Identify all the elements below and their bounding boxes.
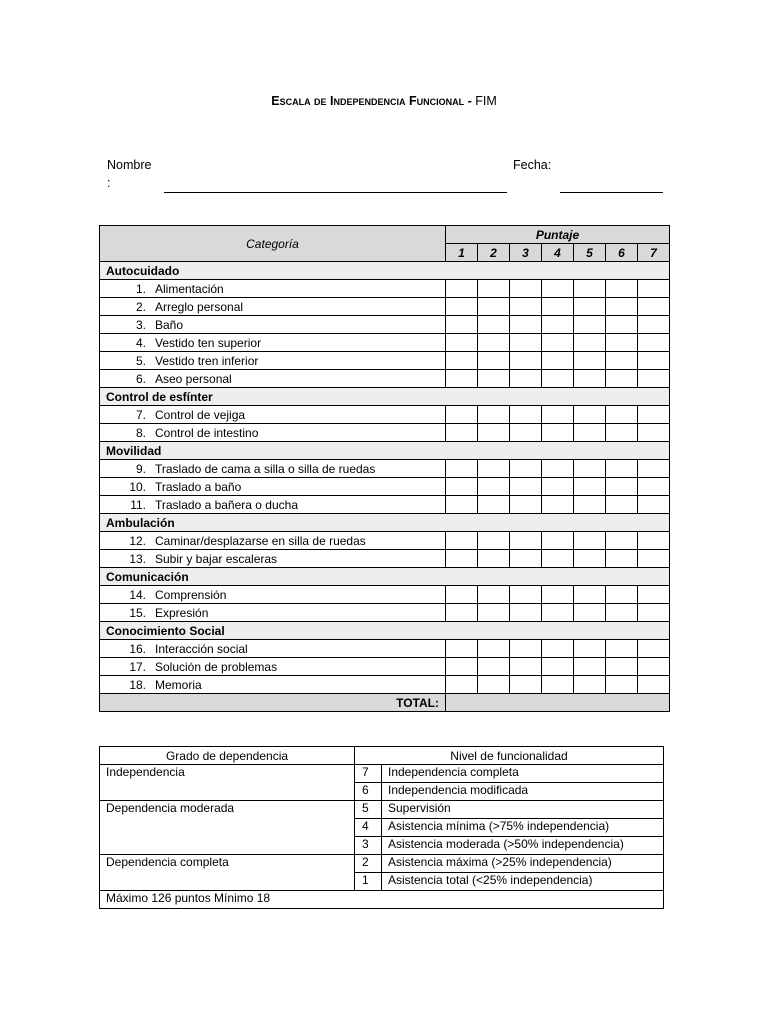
item-number: 15. — [129, 605, 146, 620]
item-label-cell — [100, 406, 446, 424]
name-colon: : — [107, 176, 111, 190]
item-number: 11. — [130, 497, 146, 512]
score-cell[interactable] — [478, 640, 510, 658]
score-cell[interactable] — [446, 280, 478, 298]
score-cell[interactable] — [510, 658, 542, 676]
item-label: Interacción social — [155, 641, 248, 656]
score-cell[interactable] — [574, 352, 606, 370]
level-label: Independencia modificada — [382, 783, 664, 801]
score-cell[interactable] — [510, 496, 542, 514]
score-cell[interactable] — [638, 496, 670, 514]
score-column-3: 3 — [510, 244, 542, 262]
score-cell[interactable] — [638, 658, 670, 676]
score-cell[interactable] — [478, 298, 510, 316]
score-cell[interactable] — [638, 298, 670, 316]
score-cell[interactable] — [478, 658, 510, 676]
level-number: 6 — [355, 783, 382, 801]
item-number: 4. — [135, 335, 146, 350]
item-row — [100, 298, 670, 316]
score-cell[interactable] — [478, 604, 510, 622]
score-cell[interactable] — [478, 406, 510, 424]
score-cell[interactable] — [510, 550, 542, 568]
score-cell[interactable] — [574, 478, 606, 496]
level-label: Asistencia máxima (>25% independencia) — [382, 855, 664, 873]
score-cell[interactable] — [446, 424, 478, 442]
level-row — [100, 855, 664, 873]
score-cell[interactable] — [478, 550, 510, 568]
score-cell[interactable] — [542, 604, 574, 622]
score-cell[interactable] — [478, 316, 510, 334]
score-cell[interactable] — [542, 280, 574, 298]
score-cell[interactable] — [446, 658, 478, 676]
score-cell[interactable] — [446, 532, 478, 550]
score-cell[interactable] — [446, 586, 478, 604]
score-cell[interactable] — [638, 676, 670, 694]
score-cell[interactable] — [542, 406, 574, 424]
item-row — [100, 316, 670, 334]
item-row — [100, 370, 670, 388]
score-cell[interactable] — [542, 640, 574, 658]
score-cell[interactable] — [638, 550, 670, 568]
item-label: Expresión — [155, 605, 209, 620]
score-range-note: Máximo 126 puntos Mínimo 18 — [100, 891, 664, 909]
level-number: 3 — [355, 837, 382, 855]
item-number: 18. — [129, 677, 146, 692]
item-row — [100, 460, 670, 478]
item-row — [100, 280, 670, 298]
score-cell[interactable] — [478, 496, 510, 514]
level-number: 7 — [355, 765, 382, 783]
score-cell[interactable] — [542, 460, 574, 478]
title-acronym: FIM — [475, 94, 497, 108]
item-label: Comprensión — [155, 587, 227, 602]
section-row — [100, 622, 670, 640]
score-cell[interactable] — [510, 334, 542, 352]
score-cell[interactable] — [542, 424, 574, 442]
item-label: Vestido ten superior — [155, 335, 262, 350]
level-number: 5 — [355, 801, 382, 819]
item-label: Alimentación — [155, 281, 224, 296]
score-table — [99, 225, 670, 712]
score-cell[interactable] — [478, 280, 510, 298]
level-label: Independencia completa — [382, 765, 664, 783]
score-cell[interactable] — [606, 658, 638, 676]
score-cell[interactable] — [510, 478, 542, 496]
grade-name: Dependencia moderada — [100, 801, 355, 855]
score-cell[interactable] — [478, 424, 510, 442]
level-row — [100, 801, 664, 819]
item-label: Traslado a bañera o ducha — [155, 497, 298, 512]
grade-name: Independencia — [100, 765, 355, 801]
item-number: 10. — [129, 479, 146, 494]
score-cell[interactable] — [510, 640, 542, 658]
score-cell[interactable] — [638, 424, 670, 442]
score-cell[interactable] — [606, 334, 638, 352]
score-cell[interactable] — [542, 532, 574, 550]
item-number: 17. — [129, 659, 146, 674]
item-label: Traslado de cama a silla o silla de ruedas — [155, 461, 376, 476]
total-value-cell[interactable] — [446, 694, 670, 712]
score-cell[interactable] — [574, 550, 606, 568]
score-column-5: 5 — [574, 244, 606, 262]
item-label: Control de intestino — [155, 425, 259, 440]
score-cell[interactable] — [638, 478, 670, 496]
level-number: 2 — [355, 855, 382, 873]
score-cell[interactable] — [638, 280, 670, 298]
score-cell[interactable] — [606, 280, 638, 298]
score-cell[interactable] — [478, 352, 510, 370]
score-cell[interactable] — [510, 604, 542, 622]
section-title: Control de esfínter — [100, 388, 670, 406]
item-label-cell — [100, 658, 446, 676]
level-number: 4 — [355, 819, 382, 837]
score-cell[interactable] — [542, 370, 574, 388]
title-main: Escala de Independencia Funcional - — [271, 94, 476, 108]
section-row — [100, 262, 670, 280]
score-cell[interactable] — [446, 676, 478, 694]
item-row — [100, 658, 670, 676]
item-row — [100, 532, 670, 550]
score-cell[interactable] — [606, 370, 638, 388]
score-cell[interactable] — [446, 460, 478, 478]
grade-header: Grado de dependencia — [100, 747, 355, 765]
score-cell[interactable] — [574, 280, 606, 298]
score-cell[interactable] — [606, 406, 638, 424]
score-cell[interactable] — [542, 496, 574, 514]
score-cell[interactable] — [510, 460, 542, 478]
item-label-cell — [100, 352, 446, 370]
section-title: Autocuidado — [100, 262, 670, 280]
score-cell[interactable] — [446, 316, 478, 334]
score-cell[interactable] — [478, 586, 510, 604]
score-cell[interactable] — [478, 370, 510, 388]
score-cell[interactable] — [606, 298, 638, 316]
score-column-7: 7 — [638, 244, 670, 262]
score-cell[interactable] — [510, 532, 542, 550]
item-label-cell — [100, 496, 446, 514]
score-cell[interactable] — [542, 550, 574, 568]
score-cell[interactable] — [638, 586, 670, 604]
item-label: Caminar/desplazarse en silla de ruedas — [155, 533, 366, 548]
item-row — [100, 604, 670, 622]
score-cell[interactable] — [574, 460, 606, 478]
level-label: Asistencia mínima (>75% independencia) — [382, 819, 664, 837]
item-number: 6. — [135, 371, 146, 386]
item-label: Arreglo personal — [155, 299, 244, 314]
item-label: Vestido tren inferior — [155, 353, 259, 368]
score-column-2: 2 — [478, 244, 510, 262]
item-row — [100, 676, 670, 694]
item-row — [100, 586, 670, 604]
item-label: Memoria — [155, 677, 202, 692]
item-label-cell — [100, 586, 446, 604]
level-label: Supervisión — [382, 801, 664, 819]
level-label: Asistencia total (<25% independencia) — [382, 873, 664, 891]
item-number: 7. — [135, 407, 146, 422]
name-label: Nombre — [107, 158, 152, 172]
score-cell[interactable] — [446, 298, 478, 316]
score-cell[interactable] — [542, 478, 574, 496]
item-label-cell — [100, 532, 446, 550]
score-cell[interactable] — [478, 478, 510, 496]
score-cell[interactable] — [606, 586, 638, 604]
item-number: 9. — [135, 461, 146, 476]
score-cell[interactable] — [638, 334, 670, 352]
section-title: Comunicación — [100, 568, 670, 586]
item-number: 8. — [135, 425, 146, 440]
item-number: 5. — [135, 353, 146, 368]
score-cell[interactable] — [574, 424, 606, 442]
score-cell[interactable] — [638, 640, 670, 658]
section-title: Conocimiento Social — [100, 622, 670, 640]
section-title: Movilidad — [100, 442, 670, 460]
item-label: Solución de problemas — [155, 659, 278, 674]
total-label: TOTAL: — [100, 694, 446, 712]
date-field-line[interactable] — [560, 192, 663, 193]
item-number: 14. — [129, 587, 146, 602]
item-label-cell — [100, 316, 446, 334]
item-row — [100, 352, 670, 370]
item-label: Subir y bajar escaleras — [155, 551, 278, 566]
score-column-1: 1 — [446, 244, 478, 262]
score-cell[interactable] — [446, 496, 478, 514]
score-cell[interactable] — [446, 370, 478, 388]
score-cell[interactable] — [510, 316, 542, 334]
category-header: Categoría — [100, 226, 446, 262]
section-row — [100, 388, 670, 406]
total-row — [100, 694, 670, 712]
score-cell[interactable] — [638, 370, 670, 388]
score-cell[interactable] — [542, 586, 574, 604]
score-cell[interactable] — [574, 406, 606, 424]
item-number: 13. — [129, 551, 146, 566]
score-cell[interactable] — [542, 658, 574, 676]
item-row — [100, 478, 670, 496]
item-row — [100, 640, 670, 658]
grade-header-row — [100, 747, 664, 765]
score-cell[interactable] — [574, 676, 606, 694]
score-cell[interactable] — [510, 424, 542, 442]
score-cell[interactable] — [574, 496, 606, 514]
item-row — [100, 424, 670, 442]
score-cell[interactable] — [638, 316, 670, 334]
score-cell[interactable] — [606, 496, 638, 514]
score-cell[interactable] — [606, 352, 638, 370]
score-cell[interactable] — [606, 478, 638, 496]
item-row — [100, 334, 670, 352]
level-number: 1 — [355, 873, 382, 891]
item-label: Traslado a baño — [155, 479, 242, 494]
score-cell[interactable] — [446, 550, 478, 568]
item-row — [100, 496, 670, 514]
section-row — [100, 568, 670, 586]
score-cell[interactable] — [606, 640, 638, 658]
score-cell[interactable] — [606, 424, 638, 442]
score-cell[interactable] — [446, 406, 478, 424]
score-cell[interactable] — [510, 676, 542, 694]
section-title: Ambulación — [100, 514, 670, 532]
score-cell[interactable] — [574, 298, 606, 316]
score-cell[interactable] — [574, 586, 606, 604]
score-cell[interactable] — [638, 406, 670, 424]
item-label-cell — [100, 280, 446, 298]
item-label-cell — [100, 550, 446, 568]
score-column-6: 6 — [606, 244, 638, 262]
grade-name: Dependencia completa — [100, 855, 355, 891]
item-number: 1. — [135, 281, 146, 296]
level-header: Nivel de funcionalidad — [355, 747, 664, 765]
item-row — [100, 550, 670, 568]
score-cell[interactable] — [478, 460, 510, 478]
item-label-cell — [100, 478, 446, 496]
score-cell[interactable] — [446, 640, 478, 658]
score-cell[interactable] — [510, 370, 542, 388]
item-label: Aseo personal — [155, 371, 232, 386]
item-label: Baño — [155, 317, 184, 332]
score-cell[interactable] — [638, 532, 670, 550]
item-label: Control de vejiga — [155, 407, 246, 422]
section-row — [100, 514, 670, 532]
level-label: Asistencia moderada (>50% independencia) — [382, 837, 664, 855]
score-cell[interactable] — [606, 316, 638, 334]
score-cell[interactable] — [510, 586, 542, 604]
score-cell[interactable] — [606, 604, 638, 622]
item-label-cell — [100, 676, 446, 694]
score-cell[interactable] — [446, 352, 478, 370]
item-label-cell — [100, 424, 446, 442]
grade-footer-row — [100, 891, 664, 909]
score-cell[interactable] — [510, 352, 542, 370]
score-cell[interactable] — [574, 370, 606, 388]
item-number: 12. — [129, 533, 146, 548]
page-title — [0, 94, 768, 108]
score-cell[interactable] — [638, 352, 670, 370]
item-number: 2. — [135, 299, 146, 314]
item-label-cell — [100, 370, 446, 388]
dependency-grade-table — [99, 746, 664, 909]
score-cell[interactable] — [638, 604, 670, 622]
score-cell[interactable] — [542, 334, 574, 352]
date-label: Fecha: — [513, 158, 552, 172]
score-cell[interactable] — [478, 676, 510, 694]
score-cell[interactable] — [510, 298, 542, 316]
name-field-line[interactable] — [164, 192, 507, 193]
score-cell[interactable] — [542, 676, 574, 694]
score-cell[interactable] — [446, 604, 478, 622]
item-row — [100, 406, 670, 424]
score-cell[interactable] — [510, 280, 542, 298]
item-label-cell — [100, 298, 446, 316]
score-cell[interactable] — [606, 460, 638, 478]
score-header: Puntaje — [446, 226, 670, 244]
score-cell[interactable] — [446, 478, 478, 496]
score-cell[interactable] — [542, 298, 574, 316]
score-cell[interactable] — [478, 334, 510, 352]
item-label-cell — [100, 460, 446, 478]
score-cell[interactable] — [574, 640, 606, 658]
item-label-cell — [100, 604, 446, 622]
score-cell[interactable] — [574, 658, 606, 676]
item-label-cell — [100, 640, 446, 658]
score-cell[interactable] — [574, 334, 606, 352]
item-number: 3. — [135, 317, 146, 332]
score-cell[interactable] — [478, 532, 510, 550]
score-cell[interactable] — [606, 676, 638, 694]
score-column-4: 4 — [542, 244, 574, 262]
score-cell[interactable] — [574, 532, 606, 550]
score-cell[interactable] — [542, 352, 574, 370]
item-label-cell — [100, 334, 446, 352]
score-cell[interactable] — [574, 604, 606, 622]
score-cell[interactable] — [606, 532, 638, 550]
score-cell[interactable] — [510, 406, 542, 424]
score-cell[interactable] — [446, 334, 478, 352]
section-row — [100, 442, 670, 460]
score-cell[interactable] — [638, 460, 670, 478]
level-row — [100, 765, 664, 783]
item-number: 16. — [129, 641, 146, 656]
score-header-row — [100, 226, 670, 244]
score-cell[interactable] — [574, 316, 606, 334]
score-cell[interactable] — [542, 316, 574, 334]
score-cell[interactable] — [606, 550, 638, 568]
